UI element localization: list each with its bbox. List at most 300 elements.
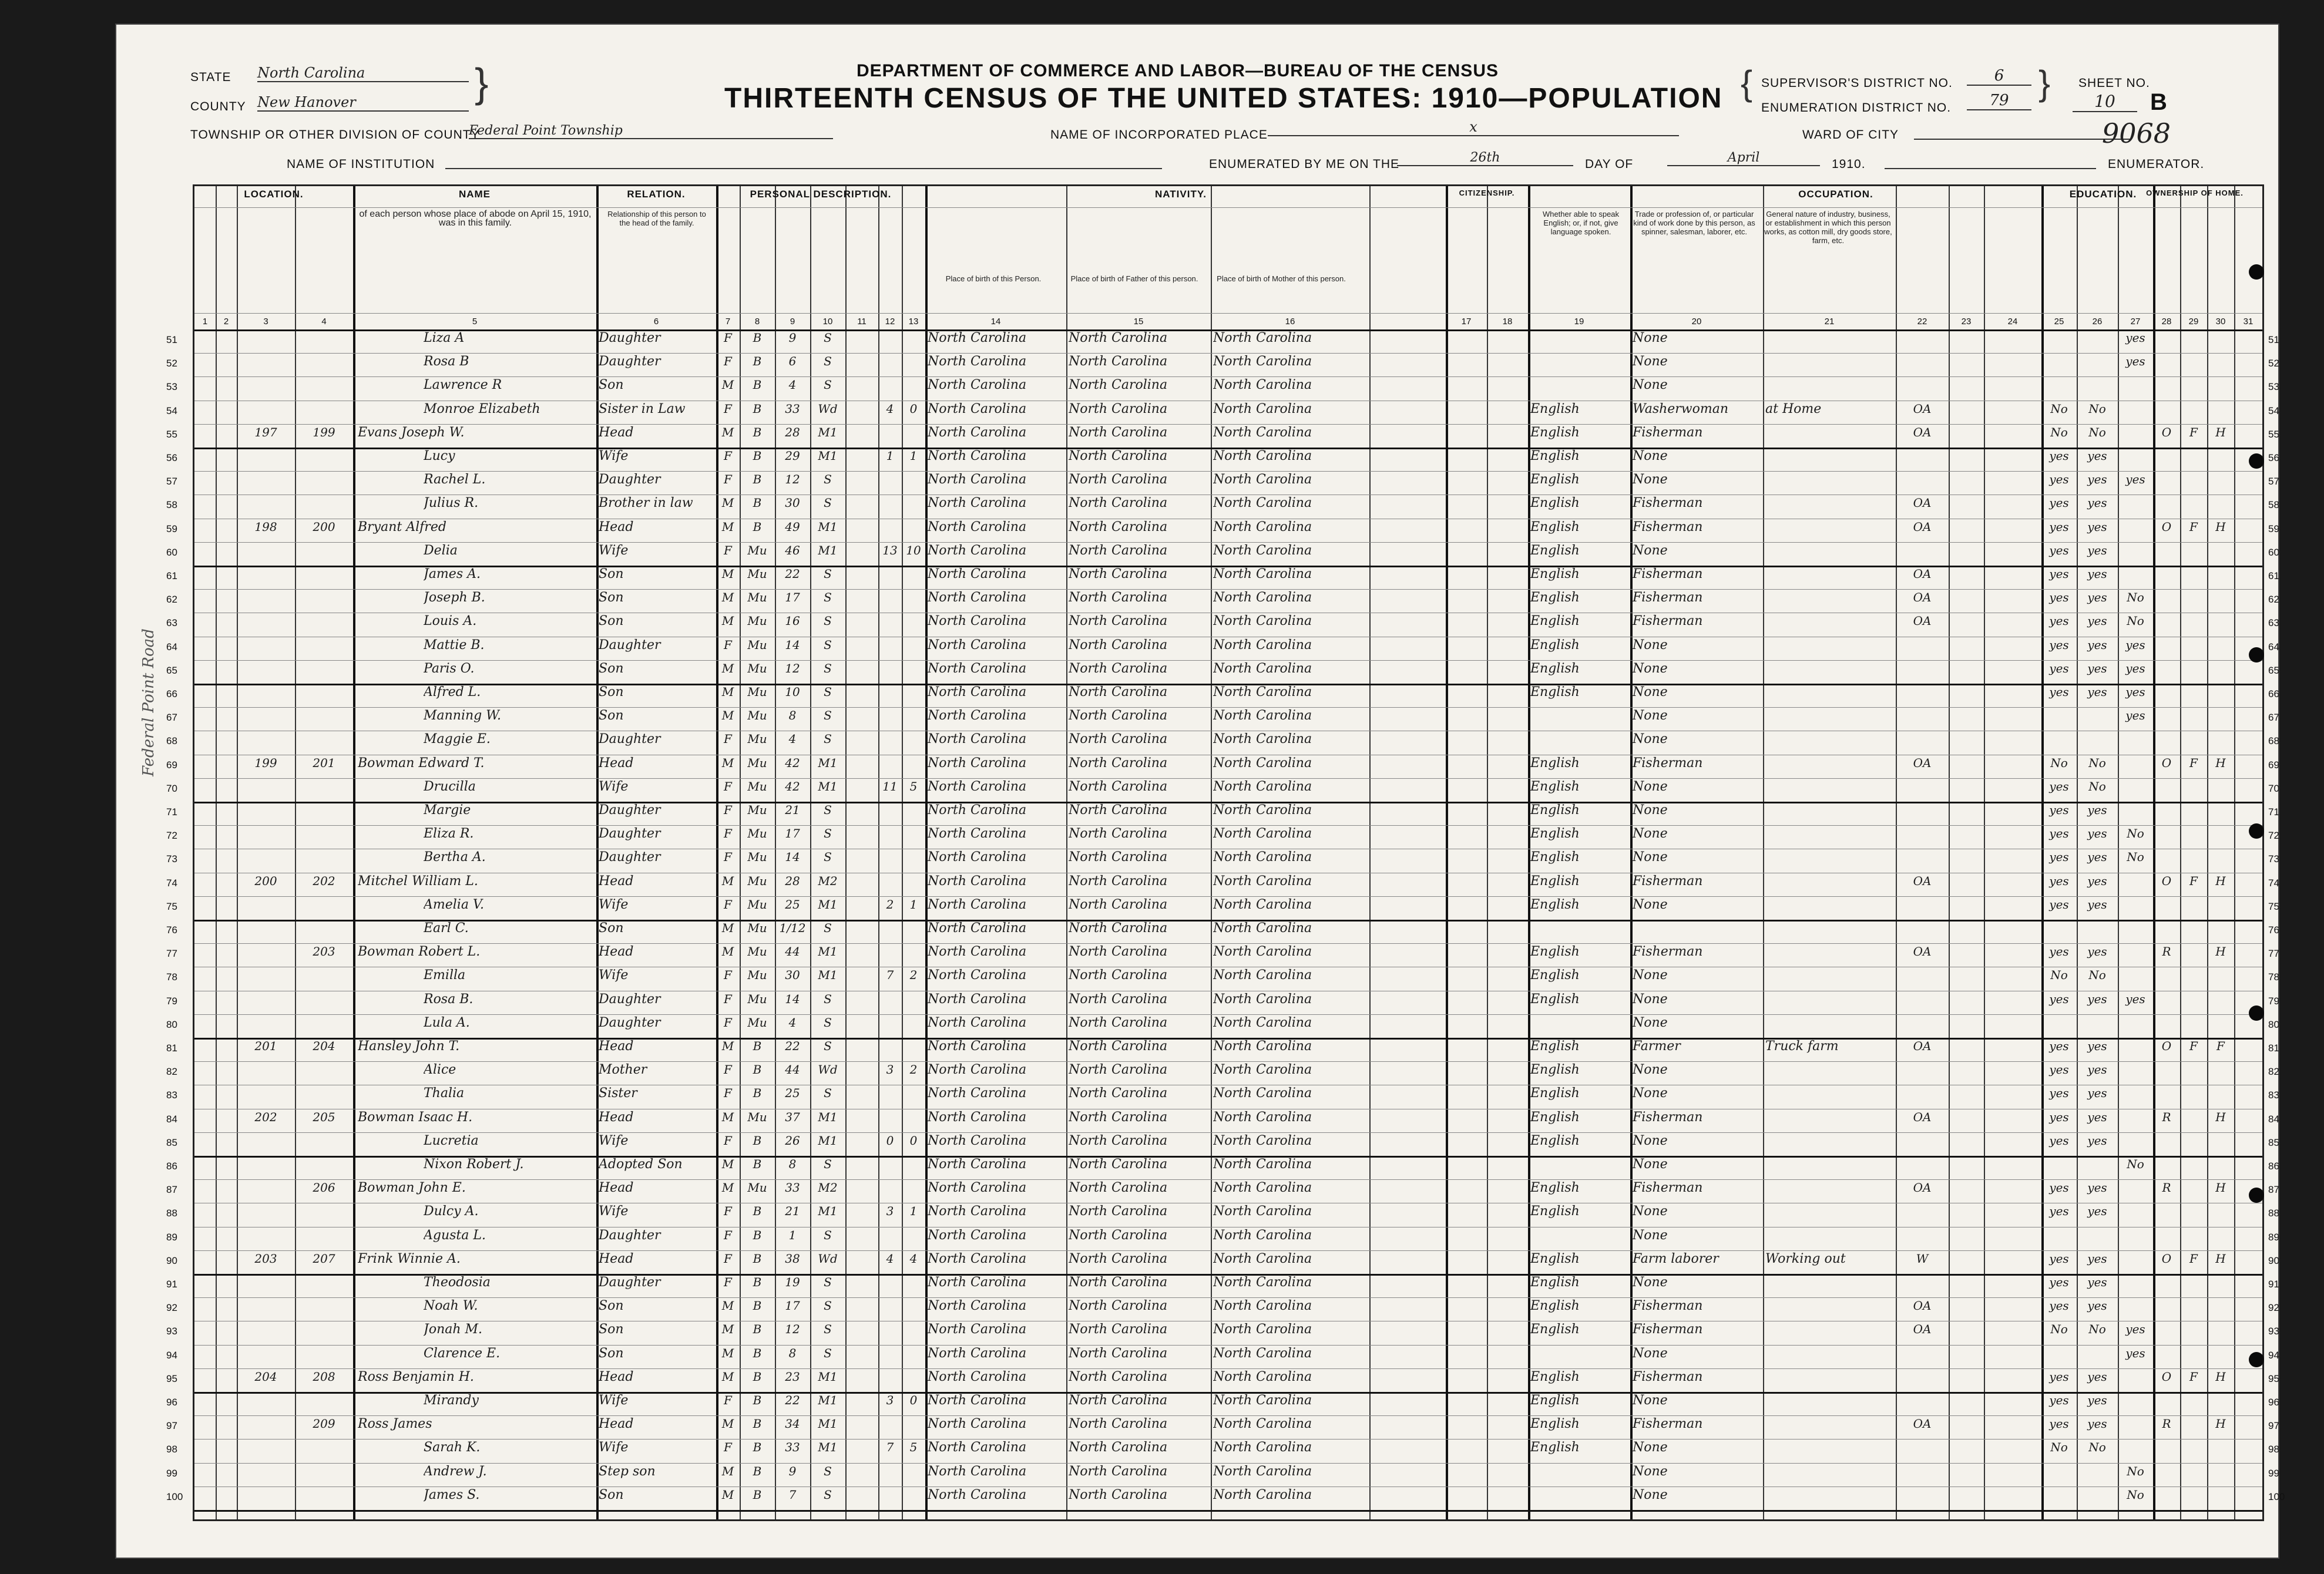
cell-trade: None [1633, 779, 1668, 794]
row-number-right: 75 [2268, 900, 2279, 912]
cell-race: Mu [747, 779, 767, 793]
cell-pobf: North Carolina [1069, 1487, 1168, 1502]
cell-pobm: North Carolina [1213, 425, 1312, 440]
row-number-right: 57 [2268, 476, 2279, 487]
cell-marital: M1 [818, 944, 838, 959]
cell-relation: Daughter [599, 1227, 661, 1243]
cell-read: No [2050, 968, 2068, 983]
cell-pobf: North Carolina [1069, 1180, 1168, 1196]
cell-race: Mu [747, 944, 767, 959]
table-row [166, 589, 2279, 611]
cell-name: Evans Joseph W. [358, 425, 465, 440]
cell-read: yes [2049, 873, 2069, 888]
cell-name: Bryant Alfred [358, 519, 446, 534]
cell-age: 25 [785, 897, 800, 912]
cell-read: yes [2049, 685, 2069, 699]
cell-read: yes [2049, 1086, 2069, 1101]
cell-own: R [2162, 1109, 2171, 1124]
cell-read: yes [2049, 1275, 2069, 1289]
cell-age: 12 [785, 1322, 800, 1337]
cell-pob: North Carolina [928, 1062, 1027, 1078]
cell-pob: North Carolina [928, 449, 1027, 463]
table-row [166, 353, 2279, 375]
row-number-right: 72 [2268, 830, 2279, 842]
cell-pob: North Carolina [928, 1346, 1027, 1361]
cell-age: 33 [785, 401, 800, 416]
cell-farm: H [2215, 1180, 2226, 1195]
cell-farm: H [2215, 425, 2226, 439]
cell-trade: None [1633, 897, 1668, 912]
cell-born: 4 [886, 1251, 894, 1266]
cell-race: Mu [747, 661, 767, 675]
table-row [166, 1203, 2279, 1225]
cell-lang: English [1530, 1322, 1580, 1337]
cell-age: 16 [785, 614, 800, 628]
cell-race: B [753, 1275, 762, 1289]
column-number: 26 [2092, 317, 2103, 327]
row-number-left: 64 [166, 641, 177, 653]
cell-sex: M [721, 685, 734, 699]
cell-relation: Daughter [599, 331, 661, 345]
cell-lang: English [1530, 873, 1580, 889]
row-number-right: 87 [2268, 1184, 2279, 1196]
cell-trade: Fisherman [1633, 590, 1703, 606]
row-divider [194, 1510, 2262, 1512]
cell-marital: S [824, 614, 832, 628]
cell-relation: Wife [599, 897, 629, 912]
cell-marital: M1 [818, 897, 838, 912]
cell-write: yes [2087, 543, 2107, 557]
cell-pobm: North Carolina [1213, 1417, 1312, 1432]
cell-lang: English [1530, 850, 1580, 865]
page-stamp: 9068 [2102, 117, 2171, 149]
binder-hole [2249, 453, 2264, 469]
cell-relation: Wife [599, 1133, 629, 1148]
cell-mort: F [2189, 1251, 2198, 1266]
cell-marital: M1 [818, 1440, 838, 1455]
cell-living: 0 [909, 401, 918, 416]
cell-lang: English [1530, 1440, 1580, 1455]
cell-sex: F [724, 1086, 732, 1101]
cell-relation: Son [599, 708, 624, 724]
cell-own: O [2161, 1369, 2172, 1384]
cell-read: yes [2049, 1204, 2069, 1219]
cell-pobm: North Carolina [1213, 401, 1312, 416]
cell-trade: None [1633, 732, 1668, 747]
cell-marital: Wd [818, 1062, 838, 1077]
group-occupation: OCCUPATION. [1798, 189, 1873, 200]
cell-write: yes [2087, 449, 2107, 463]
cell-relation: Daughter [599, 850, 661, 865]
group-relation: RELATION. [627, 189, 686, 200]
cell-pobf: North Carolina [1069, 826, 1168, 842]
cell-pob: North Carolina [928, 401, 1027, 416]
cell-race: B [753, 1346, 762, 1360]
cell-age: 17 [785, 590, 800, 605]
cell-age: 8 [788, 708, 797, 723]
cell-relation: Wife [599, 968, 629, 983]
column-number: 4 [321, 317, 327, 327]
cell-trade: None [1633, 968, 1668, 983]
cell-trade: None [1633, 1086, 1668, 1101]
cell-race: Mu [747, 1109, 767, 1124]
cell-name: Nixon Robert J. [424, 1157, 524, 1172]
cell-trade: None [1633, 543, 1668, 558]
cell-marital: S [824, 1039, 832, 1053]
enumerator-signature [1885, 150, 2096, 169]
cell-pobm: North Carolina [1213, 779, 1312, 794]
colhead-trade: Trade or profession of, or particular kind of work done by this person, as spinner, salesman, laborer, etc. [1633, 210, 1755, 236]
cell-relation: Head [599, 1039, 634, 1054]
cell-lang: English [1530, 944, 1580, 960]
cell-trade: None [1633, 1487, 1668, 1502]
cell-pobm: North Carolina [1213, 378, 1312, 393]
cell-born: 11 [882, 779, 898, 793]
row-number-right: 93 [2268, 1326, 2279, 1337]
cell-marital: S [824, 354, 832, 369]
cell-sex: F [724, 331, 732, 345]
census-sheet: STATE North Carolina COUNTY New Hanover } TOWNSHIP OR OTHER DIVISION OF COUNTY Federal Point Township NAME OF INSTITUTION DEPARTMENT OF COMMERCE AND LABOR—BUREAU OF THE CENSUS THIRTEENTH CENSUS OF THE UNITED STATES: 1910—POPULATION NAME OF INCORPORATED PLACE x WARD OF CITY { SUPERVISOR'S DISTRICT NO. 6 ENUMERATION DISTRICT NO. 79 } SHEET NO. 10 B ENUMERATED BY ME ON THE 26th DAY OF April 1910. ENUMERATOR. 9068 Federal Point Road LOCATION. NAME RELATION. PERSONAL DESCRIPTION. NATIVITY. CITIZENSHIP. OCCUPATION. EDUCATION. OWNERSHIP OF HOME. of each person whose place of abode on April 15, 1910, was in this family. Relationship of this person to the head of the family. Place of birth of this Person. Place of birth of Father of this person. Place of birth of Mother of this person. Whether able to speak English; or, if not, give language spoken. Trade or profession of, or particular kind of work done by this person, as spinner, salesman, laborer, etc. General nature of industry, business, or establishment in which this person works, as cotton mill, dry goods store, farm, etc. 1 2 3 4 5 6 7 8 9 10 11 12 13 14 15 16 17 18 19 20 21 22 23 24 25 26 27 28 29 30 31 51 51 Liza A Daughter F B 9 S North Carolina North Carolina North Carolina None yes 52 52 Rosa B Daughter F B 6 S North Carolina North Carolina North Carolina None yes 53 53 Lawrence R Son M B 4 S North Carolina North Carolina North Carolina None 54 54 Monroe Elizabeth Sister in Law F B 33 Wd 4 0 North Carolina North Carolina North Carolina English Washerwoman at Home OA No No 55 55 197 199 Evans Joseph W. Head M B 28 M1 North Carolina North Carolina North Carolina English Fisherman OA No No O F H 56 56 Lucy Wife F B 29 M1 1 1 North Carolina North Carolina North Carolina English None yes yes 57 57 Rachel L. Daughter F B 12 S North Carolina North Carolina North Carolina English None yes yes yes 58 58 Julius R. Brother in law M B 30 S North Carolina North Carolina North Carolina English Fisherman OA yes yes 59 59 198 200 Bryant Alfred Head M B 49 M1 North Carolina North Carolina North Carolina English Fisherman OA yes yes O F H 60 60 Delia Wife F Mu 46 M1 13 10 North Carolina North Carolina North Carolina English None yes yes 61 61 James A. Son M Mu 22 S North Carolina North Carolina North Carolina English Fisherman OA yes yes 62 62 Joseph B. Son M Mu 17 S North Carolina North Carolina North Carolina English Fisherman OA yes yes No 63 63 Louis A. Son M Mu 16 S North Carolina North Carolina North Carolina English Fisherman OA yes yes No 64 64 Mattie B. Daughter F Mu 14 S North Carolina North Carolina North Carolina English None yes yes yes 65 65 Paris O. Son M Mu 12 S North Carolina North Carolina North Carolina English None yes yes yes 66 66 Alfred L. Son M Mu 10 S North Carolina North Carolina North Carolina English None yes yes yes 67 67 Manning W. Son M Mu 8 S North Carolina North Carolina North Carolina None yes 68 68 Maggie E. Daughter F Mu 4 S North Carolina North Carolina North Carolina None 69 69 199 201 Bowman Edward T. Head M Mu 42 M1 North Carolina North Carolina North Carolina English Fisherman OA No No O F H 70 70 Drucilla Wife F Mu 42 M1 11 5 North Carolina North Carolina North Carolina English None yes No 71 71 Margie Daughter F Mu 21 S North Carolina North Carolina North Carolina English None yes yes 72 72 Eliza R. Daughter F Mu 17 S North Carolina North Carolina North Carolina English None yes yes No 73 73 Bertha A. Daughter F Mu 14 S North Carolina North Carolina North Carolina English None yes yes No 74 74 200 202 Mitchel William L. Head M Mu 28 M2 North Carolina North Carolina North Carolina English Fisherman OA yes yes O F H 75 75 Amelia V. Wife F Mu 25 M1 2 1 North Carolina North Carolina North Carolina English None yes yes 76 76 Earl C. Son M Mu 1/12 S North Carolina North Carolina North Carolina 77 77 203 Bowman Robert L. Head M Mu 44 M1 North Carolina North Carolina North Carolina English Fisherman OA yes yes R H 78 78 Emilla Wife F Mu 30 M1 7 2 North Carolina North Carolina North Carolina English None No No 79 79 Rosa B. Daughter F Mu 14 S North Carolina North Carolina North Carolina English None yes yes yes 80 80 Lula A. Daughter F Mu 4 S North Carolina North Carolina North Carolina None 81 81 201 204 Hansley John T. Head M B 22 S North Carolina North Carolina North Carolina English Farmer Truck farm OA yes yes O F F 82 82 Alice Mother F B 44 Wd 3 2 North Carolina North Carolina North Carolina English None yes yes 83 83 Thalia Sister F B 25 S North Carolina North Carolina North Carolina English None yes yes 84 84 202 205 Bowman Isaac H. Head M Mu 37 M1 North Carolina North Carolina North Carolina English Fisherman OA yes yes R H 85 85 Lucretia Wife F B 26 M1 0 0 North Carolina North Carolina North Carolina English None yes yes 86 86 Nixon Robert J. Adopted Son M B 8 S North Carolina North Carolina North Carolina None No 87 87 206 Bowman John E. Head M Mu 33 M2 North Carolina North Carolina North Carolina English Fisherman OA yes yes R H 88 88 Dulcy A. Wife F B 21 M1 3 1 North Carolina North Carolina North Carolina English None yes yes 89 89 Agusta L. Daughter F B 1 S North Carolina North Carolina North Carolina None 90 90 203 207 Frink Winnie A. Head F B 38 Wd 4 4 North Carolina North Carolina North Carolina English Farm laborer Working out W yes yes O F H 91 91 Theodosia Daughter F B 19 S North Carolina North Carolina North Carolina English None yes yes 92 92 Noah W. Son M B 17 S North Carolina North Carolina North Carolina English Fisherman OA yes yes 93 93 Jonah M. Son M B 12 S North Carolina North Carolina North Carolina English Fisherman OA No No yes 94 94 Clarence E. Son M B 8 S North Carolina North Carolina North Carolina None yes 95 95 204 208 Ross Benjamin H. Head M B 23 M1 North Carolina North Carolina North Carolina English Fisherman yes yes O F H 96 96 Mirandy Wife F B 22 M1 3 0 North Carolina North Carolina North Carolina English None yes yes 97 97 209 Ross James Head M B 34 M1 North Carolina North Carolina North Carolina English Fisherman OA yes yes R H 98 98 Sarah K. Wife F B 33 M1 7 5 North Carolina North Carolina North Carolina English None No No 99 99 Andrew J. Step son M B 9 S North Carolina North Carolina North Carolina None No 100 100 James S. Son M B 7 S North Carolina North Carolina North Carolina None No [115, 23, 2279, 1559]
table-row [166, 1463, 2279, 1485]
cell-school: yes [2125, 637, 2145, 652]
cell-age: 34 [785, 1417, 800, 1431]
cell-name: Dulcy A. [424, 1204, 479, 1219]
cell-pob: North Carolina [928, 708, 1027, 724]
cell-pob: North Carolina [928, 732, 1027, 747]
column-number: 31 [2243, 317, 2254, 327]
cell-school: yes [2125, 472, 2145, 487]
cell-age: 22 [785, 567, 800, 581]
cell-trade: Fisherman [1633, 614, 1703, 629]
row-number-left: 97 [166, 1420, 177, 1432]
cell-relation: Son [599, 1346, 624, 1361]
table-row [166, 542, 2279, 564]
cell-write: yes [2087, 1369, 2107, 1384]
cell-lang: English [1530, 1275, 1580, 1290]
row-number-right: 62 [2268, 594, 2279, 606]
cell-read: yes [2049, 1180, 2069, 1195]
column-number: 23 [1961, 317, 1972, 327]
cell-relation: Daughter [599, 637, 661, 653]
cell-age: 21 [785, 803, 800, 817]
cell-pobf: North Carolina [1069, 1440, 1168, 1455]
row-number-right: 80 [2268, 1018, 2279, 1030]
table-row [166, 329, 2279, 352]
row-number-right: 55 [2268, 428, 2279, 440]
cell-pobm: North Carolina [1213, 1251, 1312, 1266]
cell-pob: North Carolina [928, 614, 1027, 629]
table-row [166, 1415, 2279, 1438]
cell-industry: Truck farm [1765, 1039, 1839, 1054]
cell-name: Mitchel William L. [358, 873, 478, 889]
row-number-right: 88 [2268, 1208, 2279, 1219]
cell-name: Hansley John T. [358, 1039, 460, 1054]
cell-relation: Daughter [599, 732, 661, 747]
cell-mort: F [2189, 519, 2198, 534]
cell-relation: Head [599, 519, 634, 534]
cell-race: Mu [747, 1015, 767, 1030]
table-row [166, 1250, 2279, 1273]
table-row [166, 1085, 2279, 1107]
table-row [166, 1038, 2279, 1060]
cell-pobm: North Carolina [1213, 708, 1312, 724]
cell-age: 29 [785, 449, 800, 463]
cell-write: yes [2087, 991, 2107, 1006]
cell-pobf: North Carolina [1069, 543, 1168, 558]
cell-pob: North Carolina [928, 779, 1027, 794]
cell-marital: S [824, 850, 832, 865]
row-number-right: 59 [2268, 523, 2279, 534]
cell-lang: English [1530, 567, 1580, 581]
table-row [166, 424, 2279, 446]
cell-own: O [2161, 1251, 2172, 1266]
group-name: NAME [458, 189, 491, 200]
cell-name: Frink Winnie A. [358, 1251, 461, 1266]
cell-pobf: North Carolina [1069, 1322, 1168, 1337]
cell-sex: M [721, 1369, 734, 1384]
row-number-right: 53 [2268, 381, 2279, 393]
column-number: 18 [1502, 317, 1513, 327]
cell-name: Bowman Edward T. [358, 755, 485, 771]
row-number-left: 78 [166, 971, 177, 983]
cell-school: yes [2125, 1322, 2145, 1337]
column-number: 13 [908, 317, 919, 327]
cell-pobm: North Carolina [1213, 850, 1312, 865]
cell-read: yes [2049, 944, 2069, 959]
cell-pobm: North Carolina [1213, 519, 1312, 534]
cell-pob: North Carolina [928, 590, 1027, 606]
table-row [166, 471, 2279, 493]
cell-sex: F [724, 1393, 732, 1407]
cell-pobf: North Carolina [1069, 1346, 1168, 1361]
cell-lang: English [1530, 661, 1580, 676]
cell-sex: F [724, 779, 732, 793]
table-row [166, 1109, 2279, 1131]
cell-marital: S [824, 637, 832, 652]
cell-dwelling: 203 [254, 1251, 277, 1266]
group-citizenship: CITIZENSHIP. [1459, 189, 1515, 197]
cell-age: 17 [785, 826, 800, 841]
cell-pobm: North Carolina [1213, 968, 1312, 983]
cell-relation: Wife [599, 779, 629, 794]
cell-trade: None [1633, 1015, 1668, 1030]
cell-emp: OA [1913, 1299, 1932, 1313]
cell-trade: Fisherman [1633, 519, 1703, 534]
row-number-right: 91 [2268, 1279, 2279, 1290]
row-number-left: 58 [166, 499, 177, 511]
cell-marital: M1 [818, 519, 838, 534]
cell-emp: OA [1913, 873, 1932, 888]
cell-write: yes [2087, 1086, 2107, 1101]
cell-trade: None [1633, 991, 1668, 1007]
cell-sex: F [724, 354, 732, 369]
table-row [166, 1156, 2279, 1178]
cell-marital: M1 [818, 755, 838, 770]
cell-name: Maggie E. [424, 732, 491, 747]
cell-trade: Fisherman [1633, 1109, 1703, 1125]
cell-marital: M1 [818, 425, 838, 439]
cell-own: R [2162, 1417, 2171, 1431]
cell-trade: None [1633, 1133, 1668, 1148]
cell-read: yes [2049, 1062, 2069, 1077]
cell-write: No [2088, 401, 2106, 416]
cell-trade: Fisherman [1633, 1299, 1703, 1314]
cell-farm: H [2215, 873, 2226, 888]
table-row [166, 755, 2279, 777]
cell-mort: F [2189, 755, 2198, 770]
cell-sex: M [721, 1039, 734, 1053]
cell-dwelling: 198 [254, 519, 277, 534]
cell-name: Liza A [424, 331, 465, 345]
cell-race: Mu [747, 968, 767, 983]
row-number-right: 97 [2268, 1420, 2279, 1432]
cell-sex: M [721, 519, 734, 534]
cell-race: B [753, 331, 762, 345]
cell-lang: English [1530, 755, 1580, 771]
cell-pob: North Carolina [928, 496, 1027, 511]
cell-read: yes [2049, 897, 2069, 912]
cell-marital: S [824, 1015, 832, 1030]
group-personal: PERSONAL DESCRIPTION. [750, 189, 892, 200]
cell-trade: Fisherman [1633, 944, 1703, 960]
enumerated-day: 26th [1397, 150, 1573, 166]
cell-pobf: North Carolina [1069, 331, 1168, 345]
cell-marital: M2 [818, 873, 838, 888]
cell-pobm: North Carolina [1213, 991, 1312, 1007]
table-row [166, 873, 2279, 895]
township-value: Federal Point Township [469, 123, 833, 139]
cell-relation: Step son [599, 1464, 656, 1479]
cell-age: 46 [785, 543, 800, 557]
cell-race: Mu [747, 755, 767, 770]
table-row [166, 825, 2279, 847]
cell-pob: North Carolina [928, 1015, 1027, 1030]
cell-pobf: North Carolina [1069, 991, 1168, 1007]
cell-trade: None [1633, 637, 1668, 653]
cell-lang: English [1530, 637, 1580, 653]
cell-sex: M [721, 1417, 734, 1431]
cell-race: Mu [747, 590, 767, 605]
column-number: 12 [885, 317, 895, 327]
cell-relation: Mother [599, 1062, 647, 1078]
cell-race: B [753, 1062, 762, 1077]
table-row [166, 967, 2279, 989]
cell-write: No [2088, 779, 2106, 793]
cell-relation: Son [599, 661, 624, 676]
cell-pobf: North Carolina [1069, 590, 1168, 606]
cell-born: 3 [886, 1204, 894, 1219]
cell-sex: M [721, 1157, 734, 1171]
cell-mort: F [2189, 425, 2198, 439]
cell-sex: M [721, 944, 734, 959]
enumerated-month: April [1667, 150, 1820, 166]
row-number-right: 51 [2268, 334, 2279, 345]
cell-farm: H [2215, 755, 2226, 770]
cell-name: Clarence E. [424, 1346, 501, 1361]
cell-pobf: North Carolina [1069, 755, 1168, 771]
cell-sex: M [721, 590, 734, 605]
cell-marital: S [824, 472, 832, 487]
cell-race: B [753, 449, 762, 463]
cell-relation: Wife [599, 1393, 629, 1408]
cell-name: Noah W. [424, 1299, 478, 1314]
cell-sex: M [721, 1322, 734, 1337]
cell-age: 30 [785, 968, 800, 983]
sheet-number: 10 [2073, 92, 2137, 112]
cell-read: yes [2049, 1393, 2069, 1407]
column-number: 5 [472, 317, 478, 327]
cell-pob: North Carolina [928, 1039, 1027, 1054]
row-number-right: 73 [2268, 853, 2279, 865]
supervisor-label: SUPERVISOR'S DISTRICT NO. [1761, 76, 1953, 90]
row-number-left: 95 [166, 1373, 177, 1384]
cell-born: 7 [886, 968, 894, 983]
binder-hole [2249, 823, 2264, 839]
cell-relation: Head [599, 1180, 634, 1196]
cell-pobm: North Carolina [1213, 1180, 1312, 1196]
cell-race: B [753, 1417, 762, 1431]
table-row [166, 1274, 2279, 1296]
cell-lang: English [1530, 496, 1580, 511]
cell-school: yes [2125, 991, 2145, 1006]
row-number-right: 81 [2268, 1042, 2279, 1054]
cell-lang: English [1530, 1133, 1580, 1148]
cell-race: Mu [747, 897, 767, 912]
cell-name: Agusta L. [424, 1227, 486, 1243]
cell-farm: H [2215, 944, 2226, 959]
cell-sex: M [721, 614, 734, 628]
row-number-left: 81 [166, 1042, 177, 1054]
cell-read: No [2050, 425, 2068, 439]
row-number-left: 53 [166, 381, 177, 393]
cell-school: No [2127, 850, 2144, 865]
incorporated-label: NAME OF INCORPORATED PLACE [1050, 128, 1268, 142]
table-row [166, 637, 2279, 659]
cell-write: yes [2087, 873, 2107, 888]
cell-relation: Son [599, 567, 624, 581]
cell-farm: H [2215, 1251, 2226, 1266]
cell-pobm: North Carolina [1213, 1487, 1312, 1502]
cell-read: yes [2049, 567, 2069, 581]
cell-marital: M1 [818, 1369, 838, 1384]
cell-race: B [753, 1227, 762, 1242]
cell-pob: North Carolina [928, 1275, 1027, 1290]
cell-family: 202 [313, 873, 335, 888]
cell-pobf: North Carolina [1069, 449, 1168, 463]
cell-pobf: North Carolina [1069, 496, 1168, 511]
cell-name: Bowman John E. [358, 1180, 466, 1196]
row-number-left: 88 [166, 1208, 177, 1219]
cell-race: B [753, 1204, 762, 1219]
cell-relation: Wife [599, 1440, 629, 1455]
column-number: 21 [1824, 317, 1835, 327]
cell-pob: North Carolina [928, 1299, 1027, 1314]
cell-lang: English [1530, 1039, 1580, 1054]
cell-write: yes [2087, 1275, 2107, 1289]
cell-name: Ross Benjamin H. [358, 1369, 474, 1384]
table-row [166, 1227, 2279, 1249]
cell-emp: OA [1913, 944, 1932, 959]
cell-write: yes [2087, 661, 2107, 675]
cell-school: yes [2125, 1346, 2145, 1360]
row-number-left: 55 [166, 428, 177, 440]
cell-pob: North Carolina [928, 944, 1027, 960]
cell-emp: OA [1913, 755, 1932, 770]
column-number: 24 [2007, 317, 2018, 327]
state-value: North Carolina [257, 65, 469, 82]
cell-pobm: North Carolina [1213, 1393, 1312, 1408]
enumeration-label: ENUMERATION DISTRICT NO. [1761, 101, 1952, 115]
